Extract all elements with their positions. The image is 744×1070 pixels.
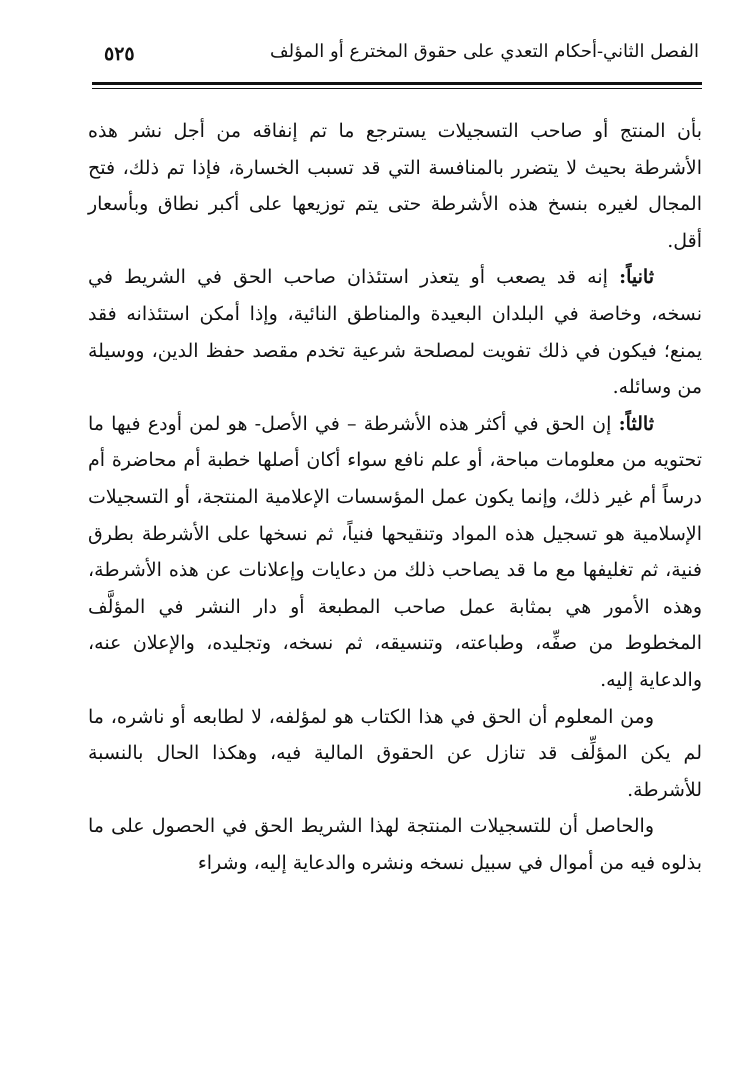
paragraph-2-text: إنه قد يصعب أو يتعذر استئذان صاحب الحق في الشريط في نسخه، وخاصة في البلدان البعيدة والمناطق النائية، وإذا أمكن استئذانه فقد يمنع؛ فيكون في ذلك تفويت لمصلحة شرعية تخدم مقصد حفظ الدين، ووسيلة من وسائله. — [88, 266, 702, 399]
body-text — [88, 113, 702, 881]
paragraph-4-text: ومن المعلوم أن الحق في هذا الكتاب هو لمؤلفه، لا لطابعه أو ناشره، ما لم يكن المؤلِّف قد تنازل عن الحقوق المالية فيه، وهكذا الحال بالنسبة للأشرطة. — [88, 705, 702, 801]
paragraph-5 — [88, 808, 702, 881]
paragraph-1-text: بأن المنتج أو صاحب التسجيلات يسترجع ما تم إنفاقه من أجل نشر هذه الأشرطة بحيث لا يتضرر بالمنافسة التي قد تسبب الخسارة، فإذا تم ذلك، فتح المجال لغيره بنسخ هذه الأشرطة حتى يتم توزيعها على أكبر نطاق وبأسعار أقل. — [88, 120, 702, 252]
header-rule-thick — [92, 82, 702, 85]
paragraph-3-text: إن الحق في أكثر هذه الأشرطة – في الأصل- هو لمن أودع فيها ما تحتويه من معلومات مباحة، أو علم نافع سواء أكان أصلها خطبة أم محاضرة أم درساً أم غير ذلك، وإنما يكون عمل المؤسسات الإعلامية المنتجة، أو التسجيلات الإسلامية هو تسجيل هذه المواد وتنقيحها فنياً، ثم نسخها على الأشرطة بطرق فنية، ثم تغليفها مع ما قد يصاحب ذلك من دعايات وإعلانات عن هذه الأشرطة، وهذه الأمور هي بمثابة عمل صاحب المطبعة أو دار النشر في المؤلَّف المخطوط من صفِّه، وطباعته، وتنسيقه، ثم نسخه، وتجليده، والإعلان عنه، والدعاية إليه. — [88, 412, 702, 691]
paragraph-1 — [88, 113, 702, 259]
paragraph-4 — [88, 699, 702, 809]
paragraph-2 — [88, 259, 702, 405]
paragraph-3-lead: ثالثاً: — [618, 412, 654, 435]
header-rule-thin — [92, 88, 702, 89]
paragraph-3 — [88, 406, 702, 699]
page-number: ٥٢٥ — [104, 43, 135, 65]
paragraph-5-text: والحاصل أن للتسجيلات المنتجة لهذا الشريط الحق في الحصول على ما بذلوه فيه من أموال في سبيل نسخه ونشره والدعاية إليه، وشراء — [88, 815, 702, 874]
paragraph-2-lead: ثانياً: — [619, 266, 654, 289]
running-title: الفصل الثاني-أحكام التعدي على حقوق المخترع أو المؤلف — [269, 41, 699, 62]
page-header — [92, 34, 699, 72]
